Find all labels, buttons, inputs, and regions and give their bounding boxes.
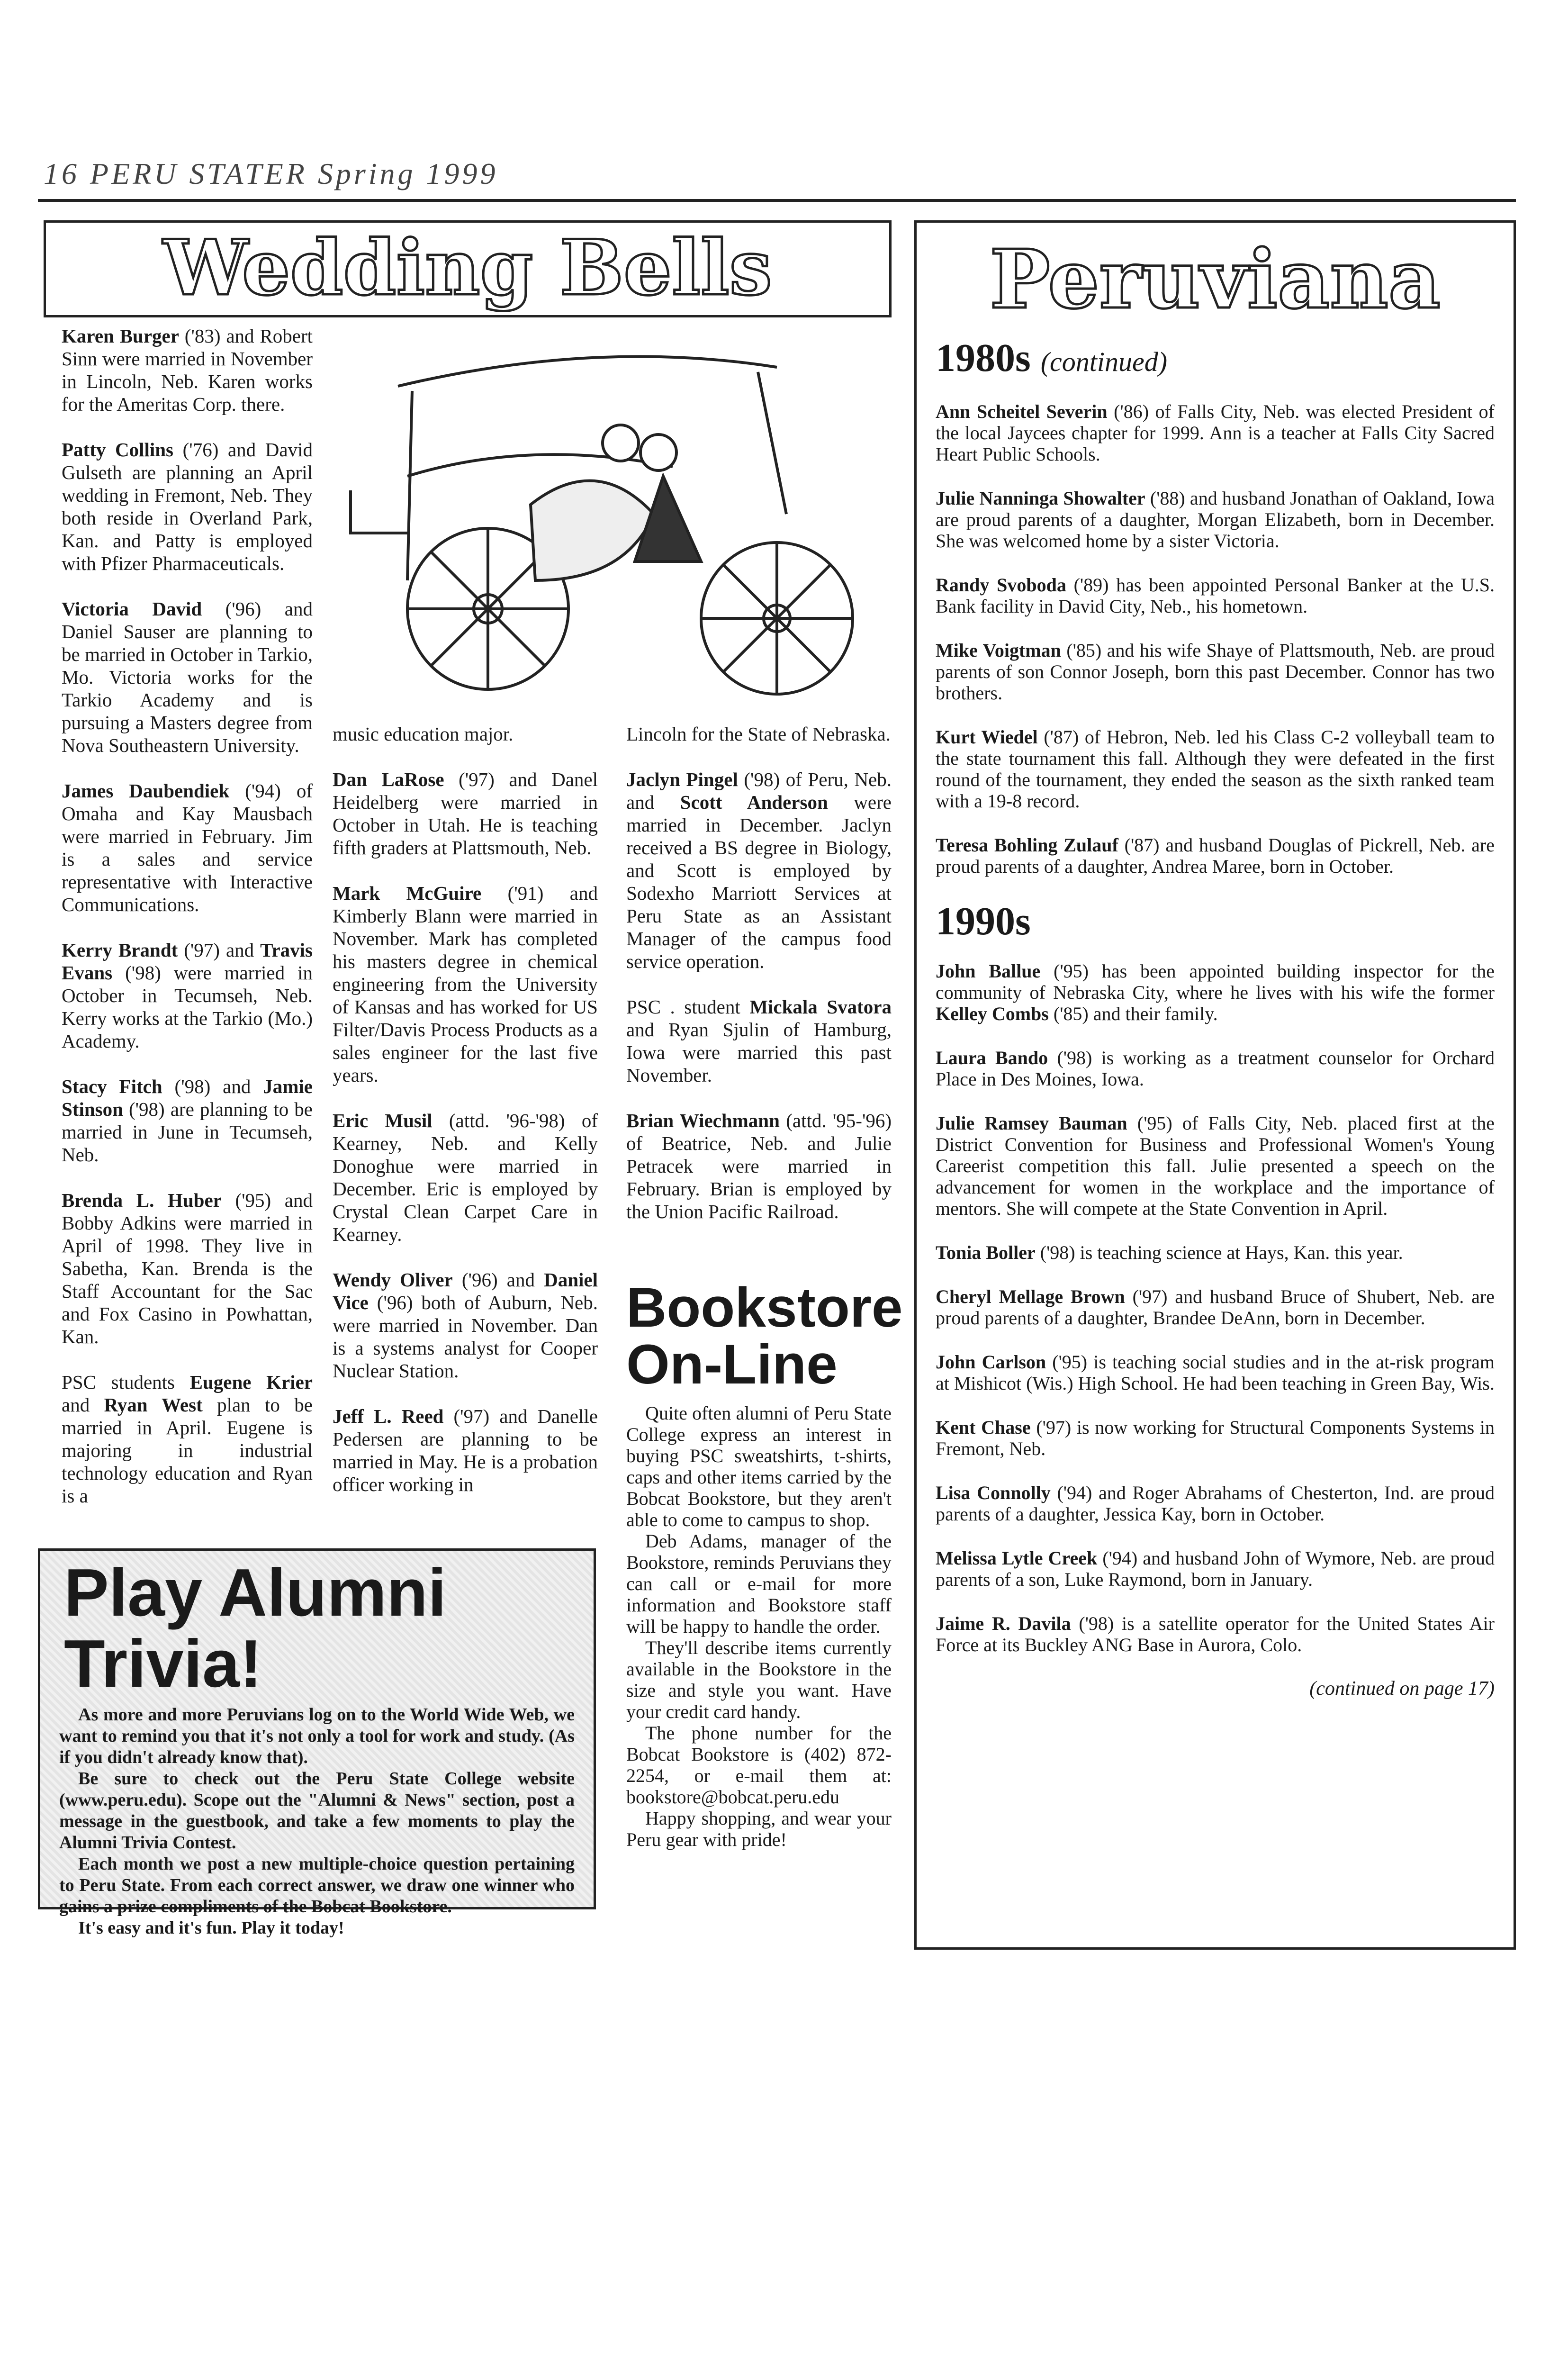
entry-paragraph <box>626 995 892 1086</box>
person-name: Kerry Brandt <box>62 939 178 961</box>
entry-text: music education major. <box>333 723 514 745</box>
section-1980s-sub: (continued) <box>1040 346 1168 377</box>
entry-text: ('85) and his wife Shaye of Plattsmouth, Neb. are proud parents of son Connor Joseph, born this past December. Connor has two brothers. <box>936 640 1495 704</box>
entry-text: ('86) of Falls City, Neb. was elected President of the local Jaycees chapter for 1999. Ann is a teacher at Falls City Sacred Heart Public Schools. <box>936 401 1495 465</box>
entry-paragraph <box>62 779 313 916</box>
person-name: Jeff L. Reed <box>333 1405 444 1427</box>
person-name: Ann Scheitel Severin <box>936 401 1108 422</box>
peruviana-title: Peruviana <box>990 232 1441 327</box>
entry-text: ('98) are planning to be married in June in Tecumseh, Neb. <box>62 1098 313 1166</box>
person-name: Jaime R. Davila <box>936 1613 1071 1634</box>
entry-text: ('98) is working as a treatment counselor for Orchard Place in Des Moines, Iowa. <box>936 1047 1495 1090</box>
person-name: Jaclyn Pingel <box>626 769 738 790</box>
person-name: Mike Voigtman <box>936 640 1061 661</box>
entry-text: ('98) were married in October in Tecumseh, Neb. Kerry works at the Tarkio (Mo.) Academy. <box>62 962 313 1052</box>
person-name: Kelley Combs <box>936 1003 1049 1024</box>
entry-paragraph <box>333 768 598 859</box>
section-1990s-heading: 1990s <box>936 899 1031 943</box>
person-name: Victoria David <box>62 598 202 620</box>
bookstore-title-line2: On-Line <box>626 1333 838 1396</box>
entry-paragraph <box>936 1482 1495 1525</box>
page-header <box>44 156 498 191</box>
person-name: Kurt Wiedel <box>936 726 1038 748</box>
continued-note: (continued on page 17) <box>1309 1678 1495 1700</box>
wedding-bells-title: Wedding Bells <box>163 223 772 312</box>
entry-paragraph <box>936 726 1495 812</box>
entry-text: ('76) and David Gulseth are planning an April wedding in Fremont, Neb. They both reside in Overland Park, Kan. and Patty is employed with Pfizer Pharmaceuticals. <box>62 439 313 574</box>
entry-text: ('95) of Falls City, Neb. placed first at the District Convention for Business and Professional Women's Young Careerist competition this fall. Julie presented a speech on the advancement for women in the workplace and the importance of mentors. She will compete at the State Convention in April. <box>936 1112 1495 1219</box>
entry-text: ('95) has been appointed building inspector for the community of Nebraska City, where he lives with his wife the former <box>936 960 1495 1003</box>
entry-text: and <box>62 1394 104 1416</box>
person-name: John Carlson <box>936 1351 1046 1373</box>
person-name: Brenda L. Huber <box>62 1189 222 1211</box>
entry-text: ('89) has been appointed Personal Banker at the U.S. Bank facility in David City, Neb., his hometown. <box>936 574 1495 617</box>
entry-text: ('83) and Robert Sinn were married in November in Lincoln, Neb. Karen works for the Ameritas Corp. there. <box>62 325 313 415</box>
person-name: Brian Wiechmann <box>626 1110 780 1131</box>
section-1990s-entries <box>936 960 1495 1655</box>
entry-paragraph <box>626 768 892 973</box>
entry-paragraph <box>333 723 598 745</box>
section-1980s-heading <box>936 336 1495 384</box>
person-name: Wendy Oliver <box>333 1269 453 1291</box>
entry-text: were married in December. Jaclyn received a BS degree in Biology, and Scott is employed by Sodexho Marriott Services at Peru State as an Assistant Manager of the campus food service operation. <box>626 791 892 972</box>
entry-paragraph <box>936 1613 1495 1655</box>
entry-paragraph <box>333 1109 598 1246</box>
body-paragraph: Each month we post a new multiple-choice question pertaining to Peru State. From each correct answer, we draw one winner who gains a prize compliments of the Bobcat Bookstore. <box>59 1854 575 1917</box>
entry-paragraph <box>62 1371 313 1507</box>
peruviana-box <box>914 220 1516 1950</box>
entry-paragraph <box>62 1189 313 1348</box>
entry-paragraph <box>626 1109 892 1223</box>
entry-paragraph <box>936 401 1495 465</box>
entry-paragraph <box>936 574 1495 617</box>
person-name: Randy Svoboda <box>936 574 1066 596</box>
entry-paragraph <box>936 1112 1495 1219</box>
body-paragraph: They'll describe items currently available in the Bookstore in the size and style you want. Have your credit card handy. <box>626 1637 892 1722</box>
person-name: Patty Collins <box>62 439 174 461</box>
entry-text: ('94) of Omaha and Kay Mausbach were married in February. Jim is a sales and service representative with Interactive Communications. <box>62 780 313 915</box>
entry-paragraph <box>626 723 892 745</box>
entry-paragraph <box>936 488 1495 552</box>
entry-text: ('87) and husband Douglas of Pickrell, Neb. are proud parents of a daughter, Andrea Maree, born in October. <box>936 834 1495 877</box>
person-name: Julie Nanninga Showalter <box>936 488 1145 509</box>
entry-text: ('95) is teaching social studies and in the at-risk program at Mishicot (Wis.) High School. He had been teaching in Green Bay, Wis. <box>936 1351 1495 1394</box>
body-paragraph: Quite often alumni of Peru State College express an interest in buying PSC sweatshirts, t-shirts, caps and other items carried by the Bobcat Bookstore, but they aren't able to come to campus to shop. <box>626 1402 892 1530</box>
person-name: Laura Bando <box>936 1047 1048 1068</box>
wedding-column-1 <box>62 325 313 1530</box>
person-name: Julie Ramsey Bauman <box>936 1112 1127 1134</box>
person-name: Eric Musil <box>333 1110 433 1131</box>
issue-label: Spring 1999 <box>317 157 498 190</box>
entry-text: ('98) and <box>162 1076 263 1097</box>
person-name: Lisa Connolly <box>936 1482 1051 1503</box>
entry-paragraph <box>936 834 1495 877</box>
entry-text: PSC students <box>62 1371 190 1393</box>
entry-text: ('98) is teaching science at Hays, Kan. this year. <box>1035 1242 1403 1263</box>
entry-paragraph <box>936 1417 1495 1459</box>
entry-text: (attd. '95-'96) of Beatrice, Neb. and Julie Petracek were married in February. Brian is employed by the Union Pacific Railroad. <box>626 1110 892 1222</box>
entry-text: ('96) both of Auburn, Neb. were married in November. Dan is a systems analyst for Cooper Nuclear Station. <box>333 1292 598 1382</box>
entry-text: ('97) and Danelle Pedersen are planning to be married in May. He is a probation officer working in <box>333 1405 598 1495</box>
header-rule <box>38 199 1516 202</box>
entry-paragraph <box>936 960 1495 1024</box>
body-paragraph: Happy shopping, and wear your Peru gear with pride! <box>626 1808 892 1850</box>
person-name: Daniel Vice <box>333 1269 598 1313</box>
person-name: Cheryl Mellage Brown <box>936 1286 1125 1307</box>
person-name: Travis Evans <box>62 939 313 984</box>
entry-text: ('96) and <box>452 1269 544 1291</box>
person-name: Jamie Stinson <box>62 1076 313 1120</box>
page-number: 16 <box>44 157 80 190</box>
entry-text: ('87) of Hebron, Neb. led his Class C-2 volleyball team to the state tournament this fall. Although they were defeated in the first round of the tournament, they ended the season as the sixth ranked team with a 19-8 record. <box>936 726 1495 812</box>
entry-text: ('94) and husband John of Wymore, Neb. are proud parents of a son, Luke Raymond, born in January. <box>936 1547 1495 1590</box>
entry-paragraph <box>333 882 598 1086</box>
wedding-column-2 <box>333 723 598 1519</box>
body-paragraph: The phone number for the Bobcat Bookstore is (402) 872-2254, or e-mail them at: bookstore@bobcat.peru.edu <box>626 1722 892 1808</box>
entry-paragraph <box>936 1047 1495 1090</box>
entry-text: ('97) is now working for Structural Components Systems in Fremont, Neb. <box>936 1417 1495 1459</box>
person-name: Mickala Svatora <box>749 996 892 1018</box>
entry-text: ('91) and Kimberly Blann were married in November. Mark has completed his masters degree in chemical engineering from the University of Kansas and has worked for US Filter/Davis Process Products as a sales engineer for the last five years. <box>333 882 598 1086</box>
person-name: Tonia Boller <box>936 1242 1036 1263</box>
section-1980s-entries <box>936 401 1495 877</box>
person-name: Dan LaRose <box>333 769 444 790</box>
entry-text: PSC . student <box>626 996 750 1018</box>
person-name: Kent Chase <box>936 1417 1031 1438</box>
bookstore-article <box>626 1276 903 1850</box>
person-name: Eugene Krier <box>189 1371 313 1393</box>
entry-text: plan to be married in April. Eugene is majoring in industrial technology education and Ryan is a <box>62 1394 313 1507</box>
entry-paragraph <box>333 1405 598 1496</box>
body-paragraph: It's easy and it's fun. Play it today! <box>78 1918 344 1938</box>
entry-paragraph <box>62 597 313 757</box>
entry-paragraph <box>936 1547 1495 1590</box>
person-name: Mark McGuire <box>333 882 482 904</box>
wedding-carriage-illustration <box>332 334 891 704</box>
person-name: Scott Anderson <box>680 791 828 813</box>
wedding-bells-banner <box>44 220 892 317</box>
entry-text: and Ryan Sjulin of Hamburg, Iowa were married this past November. <box>626 1019 892 1086</box>
entry-text: ('95) and Bobby Adkins were married in April of 1998. They live in Sabetha, Kan. Brenda is the Staff Accountant for the Sac and Fox Casino in Powhattan, Kan. <box>62 1189 313 1347</box>
body-paragraph: As more and more Peruvians log on to the World Wide Web, we want to remind you that it's not only a tool for work and study. (As if you didn't already know that). <box>59 1705 575 1767</box>
section-1980s-label: 1980s <box>936 336 1031 380</box>
entry-text: Lincoln for the State of Nebraska. <box>626 723 891 745</box>
body-paragraph: Deb Adams, manager of the Bookstore, reminds Peruvians they can call or e-mail for more information and Bookstore staff will be happy to handle the order. <box>626 1530 892 1637</box>
entry-text: ('97) and husband Bruce of Shubert, Neb. are proud parents of a daughter, Brandee DeAnn, born in December. <box>936 1286 1495 1329</box>
person-name: Melissa Lytle Creek <box>936 1547 1098 1569</box>
person-name: Stacy Fitch <box>62 1076 162 1097</box>
trivia-title: Play Alumni Trivia! <box>64 1555 447 1701</box>
entry-text: ('97) and Danel Heidelberg were married in October in Utah. He is teaching fifth graders at Plattsmouth, Neb. <box>333 769 598 859</box>
entry-paragraph <box>333 1268 598 1382</box>
body-paragraph: Be sure to check out the Peru State College website (www.peru.edu). Scope out the "Alumni & News" section, post a message in the guestbook, and take a few moments to play the Alumni Trivia Contest. <box>59 1769 575 1853</box>
alumni-trivia-box <box>38 1548 596 1938</box>
entry-paragraph <box>936 1242 1495 1263</box>
entry-text: (attd. '96-'98) of Kearney, Neb. and Kelly Donoghue were married in December. Eric is employed by Crystal Clean Carpet Care in Kearney. <box>333 1110 598 1245</box>
wedding-column-3 <box>626 723 892 1246</box>
entry-text: ('94) and Roger Abrahams of Chesterton, Ind. are proud parents of a daughter, Jessica Kay, born in October. <box>936 1482 1495 1525</box>
entry-paragraph <box>62 939 313 1052</box>
entry-text: ('85) and their family. <box>1048 1003 1218 1024</box>
trivia-body <box>40 1704 594 1939</box>
publication-name: PERU STATER <box>90 157 307 190</box>
entry-paragraph <box>936 640 1495 704</box>
peruviana-column <box>936 327 1495 1700</box>
bookstore-body <box>626 1402 892 1850</box>
entry-paragraph <box>936 1286 1495 1329</box>
entry-text: ('97) and <box>178 939 261 961</box>
person-name: John Ballue <box>936 960 1041 982</box>
person-name: Ryan West <box>104 1394 203 1416</box>
entry-text: ('98) of Peru, Neb. and <box>626 769 892 813</box>
entry-text: ('88) and husband Jonathan of Oakland, Iowa are proud parents of a daughter, Morgan Elizabeth, born in December. She was welcomed home by a sister Victoria. <box>936 488 1495 552</box>
entry-text: ('96) and Daniel Sauser are planning to be married in October in Tarkio, Mo. Victoria works for the Tarkio Academy and is pursuing a Masters degree from Nova Southeastern University. <box>62 598 313 756</box>
entry-paragraph <box>62 438 313 575</box>
entry-paragraph <box>62 1075 313 1166</box>
person-name: Teresa Bohling Zulauf <box>936 834 1118 856</box>
entry-paragraph <box>936 1351 1495 1394</box>
person-name: Karen Burger <box>62 325 179 347</box>
entry-paragraph <box>62 325 313 416</box>
entry-text: ('98) is a satellite operator for the United States Air Force at its Buckley ANG Base in Aurora, Colo. <box>936 1613 1495 1655</box>
bookstore-title-line1: Bookstore <box>626 1276 903 1339</box>
person-name: James Daubendiek <box>62 780 230 802</box>
